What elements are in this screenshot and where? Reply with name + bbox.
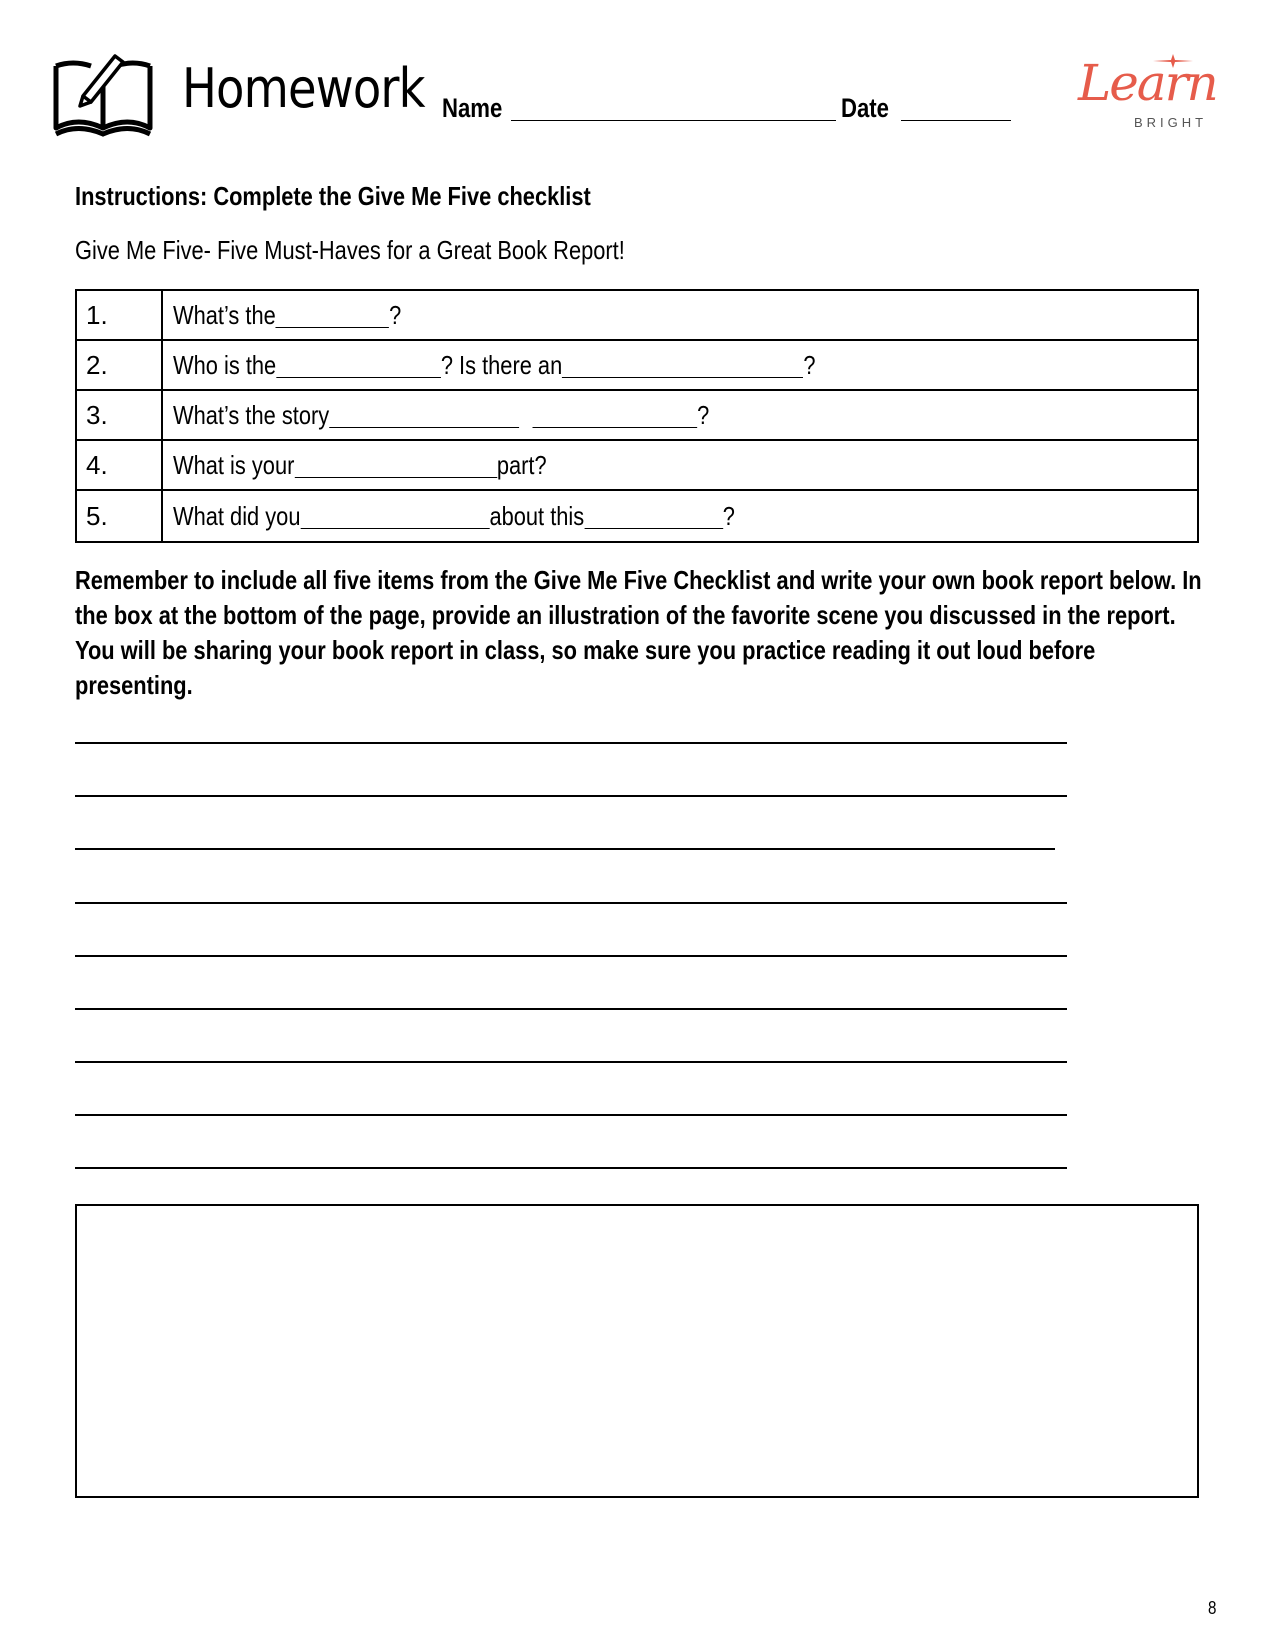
answer-blank[interactable] bbox=[276, 305, 389, 328]
row-number: 1. bbox=[77, 291, 163, 339]
writing-line[interactable] bbox=[75, 1061, 1067, 1063]
instructions: Instructions: Complete the Give Me Five checklist bbox=[75, 181, 591, 211]
name-label: Name bbox=[442, 93, 503, 123]
page-number: 8 bbox=[1208, 1598, 1217, 1618]
subtitle: Give Me Five- Five Must-Haves for a Great Book Report! bbox=[75, 235, 625, 265]
row-question: What’s the story ? bbox=[173, 399, 710, 430]
row-question: What’s the ? bbox=[173, 299, 402, 330]
answer-blank[interactable] bbox=[294, 455, 496, 478]
row-question: What did you about this ? bbox=[173, 500, 735, 531]
page-title: Homework bbox=[182, 57, 425, 120]
checklist-row bbox=[77, 391, 1197, 441]
answer-blank[interactable] bbox=[329, 405, 519, 428]
row-question: Who is the ? Is there an ? bbox=[173, 349, 816, 380]
answer-blank[interactable] bbox=[584, 506, 723, 529]
learn-bright-logo bbox=[1078, 54, 1228, 138]
checklist-row bbox=[77, 291, 1197, 341]
open-book-pencil-icon bbox=[53, 48, 153, 140]
illustration-box[interactable] bbox=[75, 1204, 1199, 1498]
writing-line[interactable] bbox=[75, 955, 1067, 957]
answer-blank[interactable] bbox=[532, 405, 697, 428]
writing-line[interactable] bbox=[75, 742, 1067, 744]
row-question: What is your part? bbox=[173, 449, 547, 480]
writing-line[interactable] bbox=[75, 1114, 1067, 1116]
checklist-row bbox=[77, 341, 1197, 391]
checklist-row bbox=[77, 441, 1197, 491]
answer-blank[interactable] bbox=[562, 355, 803, 378]
row-number: 4. bbox=[77, 441, 163, 489]
writing-line[interactable] bbox=[75, 1008, 1067, 1010]
logo-subtext: BRIGHT bbox=[1134, 115, 1208, 130]
checklist-row bbox=[77, 491, 1197, 541]
writing-line[interactable] bbox=[75, 795, 1067, 797]
date-field[interactable] bbox=[901, 120, 1011, 121]
checklist-table bbox=[75, 289, 1199, 543]
row-number: 3. bbox=[77, 391, 163, 439]
date-label: Date bbox=[841, 93, 889, 123]
reminder-paragraph: Remember to include all five items from the Give Me Five Checklist and write your own book report below. In the box at the bottom of the page, provide an illustration of the favorite scene you discussed in the report. You will be sharing your book report in class, so make sure you practice reading it out loud before presenting. bbox=[75, 565, 1202, 700]
answer-blank[interactable] bbox=[276, 355, 441, 378]
writing-line[interactable] bbox=[75, 1167, 1067, 1169]
row-number: 2. bbox=[77, 341, 163, 389]
name-field[interactable] bbox=[511, 120, 836, 121]
writing-line[interactable] bbox=[75, 902, 1067, 904]
answer-blank[interactable] bbox=[300, 506, 489, 529]
row-number: 5. bbox=[77, 491, 163, 541]
logo-script: Learn bbox=[1078, 54, 1217, 112]
writing-line[interactable] bbox=[75, 848, 1055, 850]
